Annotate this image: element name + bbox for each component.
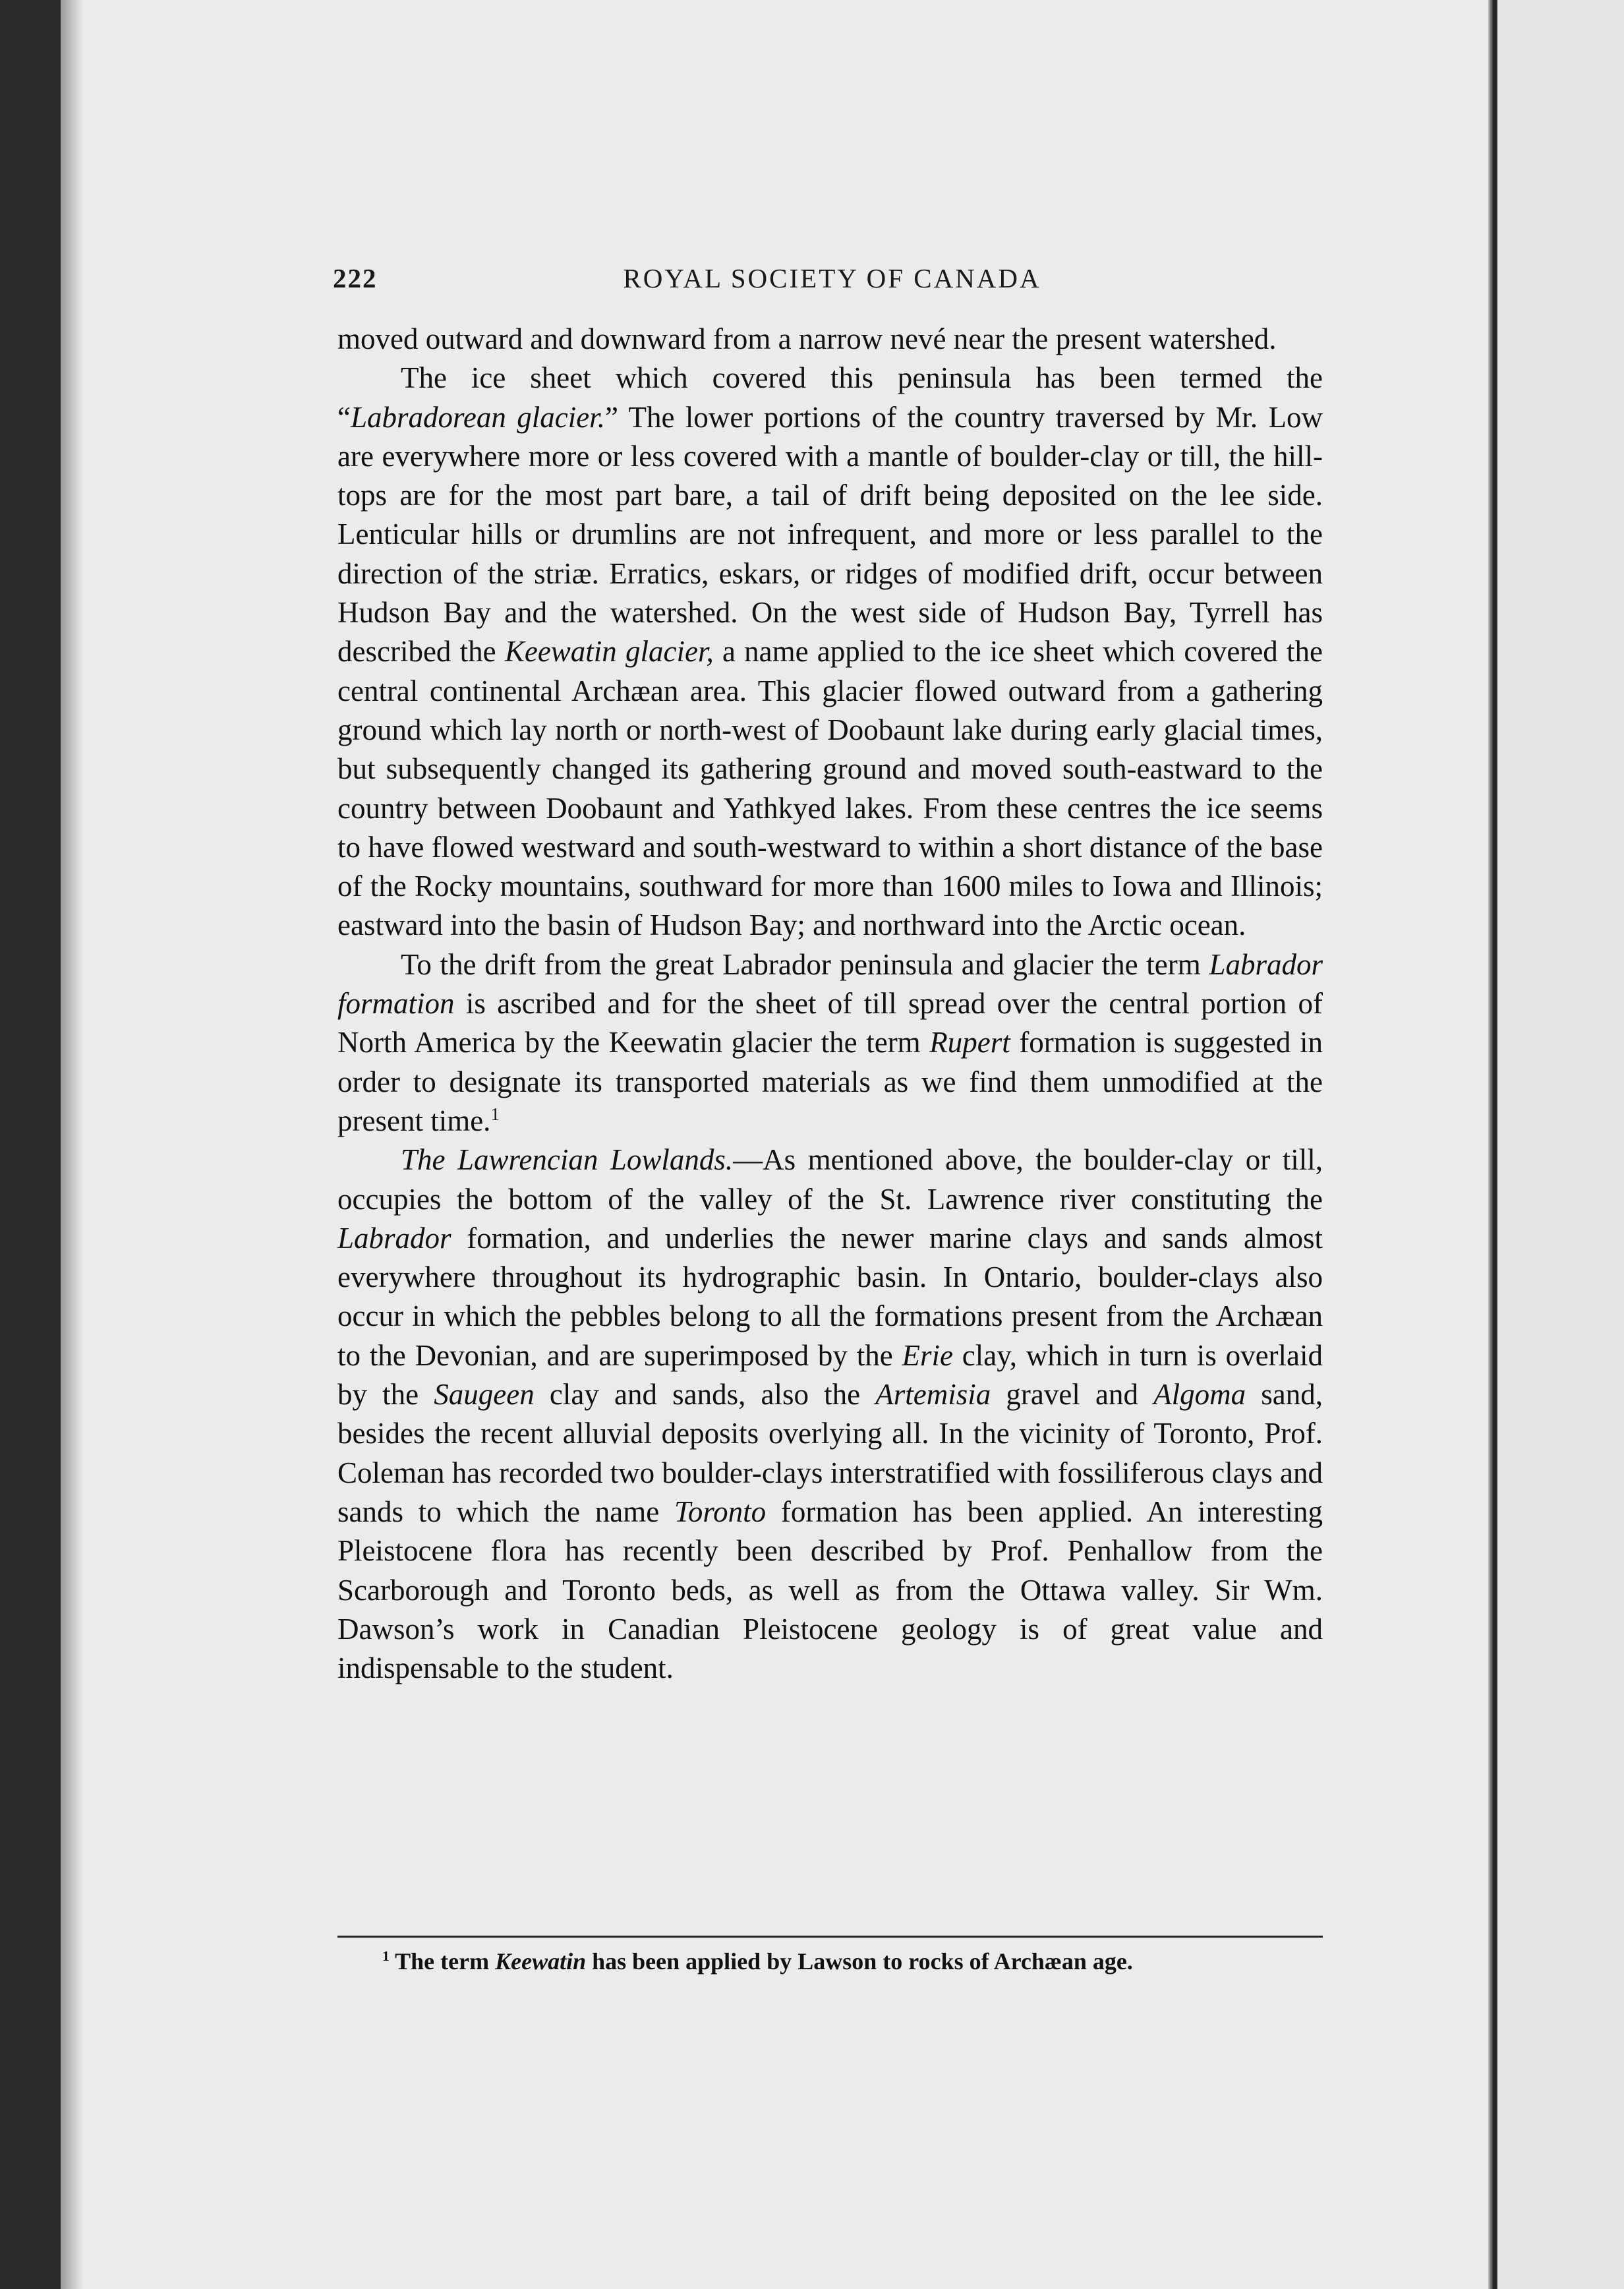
text-run: The ice sheet which covered this peninsula has been termed the “: [337, 361, 1323, 434]
italic-term: Labrador: [337, 1221, 451, 1255]
text-run: has been applied by Lawson to rocks of Archæan age.: [586, 1948, 1133, 1975]
footnote-text: [390, 1948, 1133, 1975]
italic-term: Artemisia: [875, 1378, 991, 1412]
italic-term: Rupert: [929, 1026, 1010, 1059]
text-run: clay, which in turn is overlaid by the: [337, 1338, 1323, 1412]
text-run: formation has been applied. An interesting Pleistocene flora has recently been described by Prof. Penhallow from the Scarborough and Toronto beds, as well as from the Ottawa valley. Sir Wm. Dawson’s work in Canadian Pleistocene geology is of great value and indispensable to the student.: [337, 1495, 1323, 1685]
facing-page-edge: [1497, 0, 1624, 2289]
body-text: [337, 320, 1323, 1688]
text-run: To the drift from the great Labrador peninsula and glacier the term: [401, 947, 1209, 981]
italic-term: Algoma: [1153, 1378, 1246, 1412]
italic-term: Erie: [902, 1338, 953, 1372]
text-run: a name applied to the ice sheet which covered the central continental Archæan area. This glacier flowed outward from a gathering ground which lay north or north-west of Doobaunt lake during early glacial times, but subsequently changed its gathering ground and moved south-eastward to the country between Doobaunt and Yathkyed lakes. From these centres the ice seems to have flowed westward and south-westward to within a short distance of the base of the Rocky mountains, southward for more than 1600 miles to Iowa and Illinois; eastward into the basin of Hudson Bay; and northward into the Arctic ocean.: [337, 635, 1323, 942]
paragraph: [337, 945, 1323, 1141]
text-run: ” The lower portions of the country traversed by Mr. Low are everywhere more or less covered with a mantle of boulder-clay or till, the hill-tops are for the most part bare, a tail of drift being deposited on the lee side. Lenticular hills or drumlins are not infrequent, and more or less parallel to the direction of the striæ. Erratics, eskars, or ridges of modified drift, occur between Hudson Bay and the watershed. On the west side of Hudson Bay, Tyrrell has described the: [337, 400, 1323, 669]
text-run: clay and sands, also the: [534, 1378, 876, 1412]
page-edge-shadow: [61, 0, 83, 2289]
footnote-marker: 1: [382, 1948, 390, 1964]
footnote: [382, 1945, 1325, 1978]
running-head: ROYAL SOCIETY OF CANADA: [623, 263, 1041, 293]
paragraph: [337, 320, 1323, 359]
text-run: The term: [389, 1948, 496, 1975]
page-number: 222: [333, 263, 378, 293]
text-run: is ascribed and for the sheet of till spread over the central portion of North America by the Keewatin glacier the term: [337, 987, 1323, 1059]
italic-term: Toronto: [674, 1495, 767, 1528]
italic-term: Labrador formation: [337, 947, 1323, 1021]
text-run: moved outward and downward from a narrow nevé near the present watershed.: [337, 322, 1277, 355]
text-run: gravel and: [991, 1378, 1154, 1412]
text-run: formation, and underlies the newer marine clays and sands almost everywhere throughout its hydrographic basin. In Ontario, boulder-clays also occur in which the pebbles belong to all the formations present from the Archæan to the Devonian, and are superimposed by the: [337, 1221, 1323, 1372]
italic-term: Keewatin glacier,: [504, 635, 714, 669]
italic-term: Keewatin: [495, 1948, 587, 1975]
paragraph: [337, 1141, 1323, 1688]
page-header: [333, 262, 1331, 302]
footnote-reference: 1: [490, 1104, 500, 1124]
paragraph: [337, 359, 1323, 945]
italic-term: Saugeen: [434, 1378, 535, 1412]
footnote-rule: [337, 1936, 1323, 1938]
text-run: formation is suggested in order to designate its transported materials as we find them unmodified at the present time.: [337, 1026, 1323, 1137]
italic-term: Labradorean glacier.: [350, 400, 605, 434]
text-run: sand, besides the recent alluvial deposits overlying all. In the vicinity of Toronto, Prof. Coleman has recorded two boulder-clays interstratified with fossiliferous clays and sands to which the name: [337, 1378, 1323, 1528]
italic-term: The Lawrencian Lowlands.: [401, 1143, 734, 1177]
text-run: —As mentioned above, the boulder-clay or till, occupies the bottom of the valley of the St. Lawrence river constituting the: [337, 1143, 1323, 1216]
